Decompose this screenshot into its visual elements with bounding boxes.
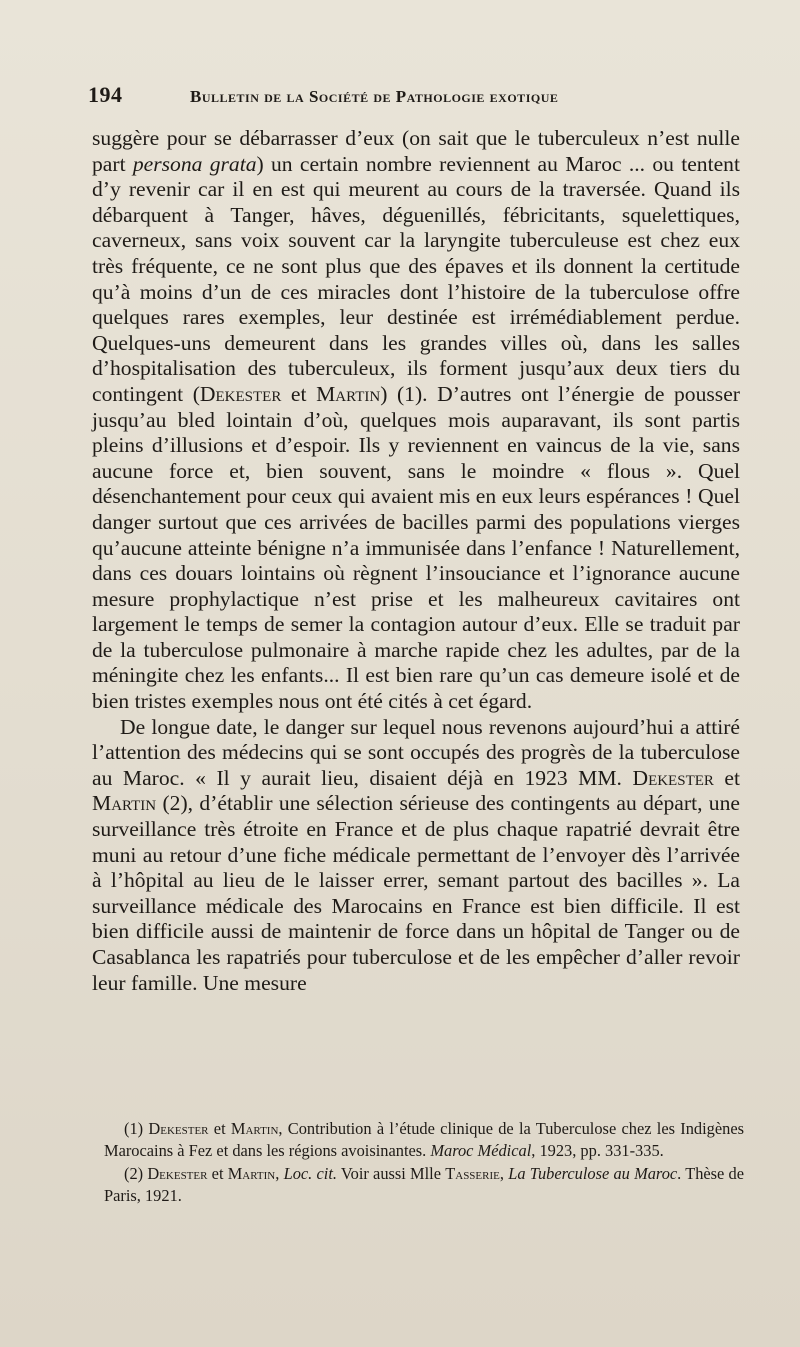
footnote-marker: (2) — [124, 1163, 148, 1183]
text-run: et — [713, 765, 740, 790]
text-run: et — [281, 381, 317, 406]
footnote-2 — [104, 1163, 744, 1208]
body-text — [92, 126, 740, 996]
text-run: . Thèse de Paris, 1921. — [104, 1163, 745, 1206]
text-run: suggère pour se débarrasser d’eux (on sait que le tuberculeux n’est nulle part — [92, 126, 740, 176]
text-run: et — [208, 1119, 231, 1138]
author-name: Dekester — [199, 381, 282, 406]
journal-title: Maroc Médical — [430, 1141, 532, 1161]
running-title: Bulletin de la Société de Pathologie exotique — [190, 87, 559, 106]
text-run: ) un certain nombre reviennent au Maroc ... ou tentent d’y revenir car il en est qui meurent au cours de la traversée. Quand ils débarquent à Tanger, hâves, déguenillés, fébricitants, squelettiques, caverneux, sans voix souvent car la laryngite tuberculeuse est chez eux très fréquente, ce ne sont plus que des épaves et ils donnent la certitude qu’à moins d’un de ces miracles dont l’histoire de la tuberculose offre quelques rares exemples, leur destinée est irrémédiablement perdue. Quelques-uns demeurent dans les grandes villes où, dans les salles d’hospitalisation des tuberculeux, ils forment jusqu’aux deux tiers du contingent ( — [92, 151, 740, 406]
footnote-1 — [104, 1118, 744, 1163]
author-name: Martin — [227, 1163, 276, 1183]
thesis-title: La Tuberculose au Maroc — [508, 1163, 678, 1183]
page-header — [88, 82, 648, 114]
page-number: 194 — [88, 82, 123, 107]
text-run: ) (1). D’autres ont l’énergie de pousser jusqu’au bled lointain d’où, quelques mois auparavant, ils sont partis pleins d’illusions et d’espoir. Ils y reviennent en vaincus de la vie, sans aucune force et, bien souvent, sans le moindre « flous ». Quel désenchantement pour ceux qui avaient mis en eux leurs espérances ! Quel danger surtout que ces arrivées de bacilles parmi des populations vierges qu’aucune atteinte bénigne n’a immunisée dans l’enfance ! Naturellement, dans ces douars lointains où règnent l’insouciance et l’ignorance aucune mesure prophylactique n’est prise et les malheureux cavitaires ont largement le temps de semer la contagion autour d’eux. Elle se traduit par de la tuberculose pulmonaire à marche rapide chez les adultes, par de la méningite chez les enfants... Il est bien rare qu’un cas demeure isolé et de bien tristes exemples nous ont été cités à cet égard. — [92, 381, 740, 714]
author-name: Dekester — [148, 1119, 209, 1138]
text-run: , 1923, pp. 331-335. — [531, 1141, 664, 1161]
text-run: , — [275, 1163, 284, 1183]
citation-abbrev: Loc. cit. — [283, 1163, 337, 1183]
footnote-marker: (1) — [124, 1119, 149, 1138]
text-run: et — [207, 1163, 228, 1183]
italic-term: persona grata — [132, 151, 257, 176]
author-name: Dekester — [632, 765, 714, 790]
author-name: Martin — [316, 381, 381, 406]
text-run: , Contribution à l’étude clinique de la Tuberculose chez les Indigènes Marocains à Fez et dans les régions avoisinantes. — [104, 1119, 744, 1161]
paragraph-2 — [92, 715, 740, 997]
author-name: Martin — [230, 1119, 279, 1138]
paragraph-1 — [92, 126, 740, 715]
author-name: Dekester — [147, 1163, 208, 1183]
footnotes — [104, 1118, 744, 1208]
author-name: Martin — [92, 791, 157, 816]
author-name: Tasserie — [445, 1163, 500, 1183]
text-run: , — [499, 1163, 509, 1183]
text-run: Voir aussi Mlle — [336, 1163, 446, 1183]
text-run: De longue date, le danger sur lequel nous revenons aujourd’hui a attiré l’attention des médecins qui se sont occupés des progrès de la tuberculose au Maroc. « Il y aurait lieu, disaient déjà en 1923 MM. — [92, 714, 740, 790]
text-run: (2), d’établir une sélection sérieuse des contingents au départ, une surveillance très étroite en France et de plus chaque rapatrié devrait être muni au retour d’une fiche médicale permettant de l’envoyer dès l’arrivée à l’hôpital au lieu de le laisser errer, semant partout des bacilles ». La surveillance médicale des Marocains en France est bien difficile. Il est bien difficile aussi de maintenir de force dans un hôpital de Tanger ou de Casablanca les rapatriés pour tuberculose et de les empêcher d’aller revoir leur famille. Une mesure — [92, 791, 740, 995]
